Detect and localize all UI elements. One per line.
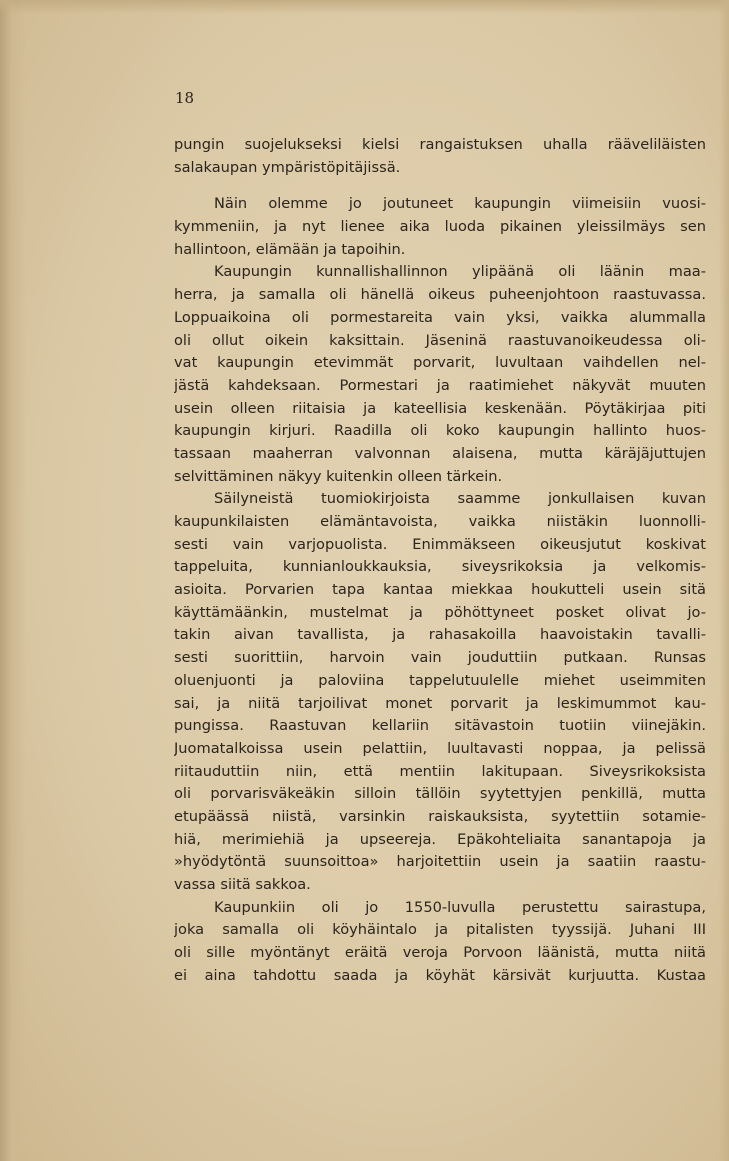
text-line: vat kaupungin etevimmät porvarit, luvultaan vaihdellen nel- — [174, 354, 706, 372]
text-line: jästä kahdeksaan. Pormestari ja raatimiehet näkyvät muuten — [174, 376, 706, 394]
text-line: Kaupungin kunnallishallinnon ylipäänä oli läänin maa- — [214, 263, 706, 281]
text-line: selvittäminen näkyy kuitenkin olleen tärkein. — [174, 467, 503, 485]
text-line: tappeluita, kunnianloukkauksia, siveysrikoksia ja velkomis- — [174, 558, 706, 576]
text-line: riitauduttiin niin, että mentiin lakitupaan. Siveysrikoksista — [174, 762, 706, 780]
text-line: oli sille myöntänyt eräitä veroja Porvoon läänistä, mutta niitä — [174, 944, 706, 962]
top-edge-shadow — [0, 0, 729, 14]
text-line: oli ollut oikein kaksittain. Jäseninä raastuvanoikeudessa oli- — [174, 331, 706, 349]
text-line: takin aivan tavallista, ja rahasakoilla haavoistakin tavalli- — [174, 626, 706, 644]
paragraph-p3 — [174, 261, 706, 488]
text-line: etupäässä niistä, varsinkin raiskauksista, syytettiin sotamie- — [174, 807, 706, 825]
text-line: hiä, merimiehiä ja upseereja. Epäkohteliaita sanantapoja ja — [174, 830, 706, 848]
paragraph-p4 — [174, 488, 706, 896]
text-line: vassa siitä sakkoa. — [174, 876, 311, 893]
paragraph-p1 — [174, 134, 706, 179]
text-line: Näin olemme jo joutuneet kaupungin viimeisiin vuosi- — [214, 195, 706, 213]
text-line: kaupungin kirjuri. Raadilla oli koko kaupungin hallinto huos- — [174, 422, 706, 440]
text-line: pungin suojelukseksi kielsi rangaistuksen uhalla rääveliläisten — [174, 136, 706, 153]
text-line: sesti vain varjopuolista. Enimmäkseen oikeusjutut koskivat — [174, 535, 706, 553]
text-line: Loppuaikoina oli pormestareita vain yksi, vaikka alummalla — [174, 308, 706, 326]
paragraph-p2 — [174, 193, 706, 261]
text-line: käyttämäänkin, mustelmat ja pöhöttyneet posket olivat jo- — [174, 603, 706, 621]
paragraph-p5 — [174, 897, 706, 988]
body-text — [174, 134, 706, 987]
text-line: ei aina tahdottu saada ja köyhät kärsivät kurjuutta. Kustaa — [174, 966, 706, 984]
text-line: oli porvarisväkeäkin silloin tällöin syytettyjen penkillä, mutta — [174, 785, 706, 803]
text-line: Juomatalkoissa usein pelattiin, luultavasti noppaa, ja pelissä — [174, 739, 706, 757]
right-edge-shadow — [719, 0, 729, 1161]
binding-shadow — [0, 0, 26, 1161]
text-line: kymmeniin, ja nyt lienee aika luoda pikainen yleissilmäys sen — [174, 218, 706, 236]
text-line: kaupunkilaisten elämäntavoista, vaikka niistäkin luonnolli- — [174, 513, 706, 530]
text-line: pungissa. Raastuvan kellariin sitävastoin tuotiin viinejäkin. — [174, 717, 706, 735]
text-line: asioita. Porvarien tapa kantaa miekkaa houkutteli usein sitä — [174, 581, 706, 599]
text-line: herra, ja samalla oli hänellä oikeus puheenjohtoon raastuvassa. — [174, 286, 706, 304]
text-line: tassaan maaherran valvonnan alaisena, mutta käräjäjuttujen — [174, 444, 706, 462]
text-line: hallintoon, elämään ja tapoihin. — [174, 240, 406, 258]
text-line: sesti suorittiin, harvoin vain jouduttiin putkaan. Runsas — [174, 649, 706, 667]
text-line: oluenjuonti ja paloviina tappelutuulelle miehet useimmiten — [174, 671, 706, 689]
text-line: usein olleen riitaisia ja kateellisia keskenään. Pöytäkirjaa piti — [174, 399, 706, 417]
text-line: salakaupan ympäristöpitäjissä. — [174, 158, 401, 176]
page-number: 18 — [175, 89, 195, 107]
text-line: Kaupunkiin oli jo 1550-luvulla perustettu sairastupa, — [214, 898, 706, 916]
text-line: »hyödytöntä suunsoittoa» harjoitettiin usein ja saatiin raastu- — [174, 853, 706, 871]
text-line: joka samalla oli köyhäintalo ja pitalisten tyyssijä. Juhani III — [174, 921, 706, 939]
paragraph-gap — [174, 179, 706, 193]
text-line: Säilyneistä tuomiokirjoista saamme jonkullaisen kuvan — [214, 490, 706, 508]
text-line: sai, ja niitä tarjoilivat monet porvarit ja leskimummot kau- — [174, 694, 706, 712]
